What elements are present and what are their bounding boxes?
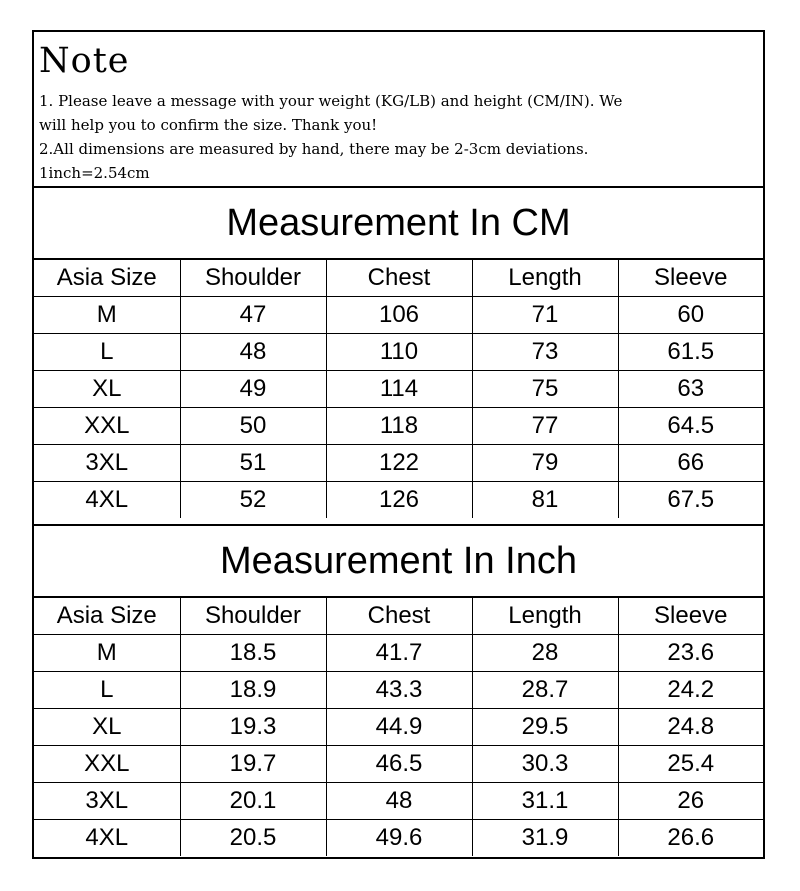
measurement-cell: 28.7	[472, 671, 618, 708]
size-label-cell: XL	[34, 708, 180, 745]
size-label-cell: XXL	[34, 407, 180, 444]
measurement-cell: 50	[180, 407, 326, 444]
column-header: Length	[472, 597, 618, 634]
measurement-cell: 51	[180, 444, 326, 481]
measurement-cell: 44.9	[326, 708, 472, 745]
measurement-cell: 31.1	[472, 782, 618, 819]
size-label-cell: XXL	[34, 745, 180, 782]
measurement-cell: 48	[326, 782, 472, 819]
size-label-cell: L	[34, 671, 180, 708]
measurement-cell: 49.6	[326, 819, 472, 856]
cm-section-title: Measurement In CM	[226, 202, 571, 244]
measurement-cell: 41.7	[326, 634, 472, 671]
table-row	[34, 745, 763, 782]
measurement-cell: 29.5	[472, 708, 618, 745]
table-row	[34, 481, 763, 518]
measurement-cell: 28	[472, 634, 618, 671]
note-title: Note	[39, 41, 130, 81]
measurement-cell: 30.3	[472, 745, 618, 782]
column-header: Asia Size	[34, 597, 180, 634]
column-header: Sleeve	[618, 597, 763, 634]
size-chart-frame	[32, 30, 765, 859]
measurement-cell: 26	[618, 782, 763, 819]
column-header: Shoulder	[180, 597, 326, 634]
size-label-cell: 4XL	[34, 481, 180, 518]
measurement-cell: 49	[180, 370, 326, 407]
note-line-2: will help you to confirm the size. Thank you!	[39, 116, 378, 134]
size-label-cell: XL	[34, 370, 180, 407]
size-label-cell: M	[34, 296, 180, 333]
inch-section-title: Measurement In Inch	[220, 540, 577, 582]
note-line-4: 1inch=2.54cm	[39, 164, 150, 182]
measurement-cell: 66	[618, 444, 763, 481]
column-header: Sleeve	[618, 259, 763, 296]
measurement-cell: 110	[326, 333, 472, 370]
measurement-cell: 67.5	[618, 481, 763, 518]
measurement-cell: 26.6	[618, 819, 763, 856]
measurement-cell: 114	[326, 370, 472, 407]
measurement-cell: 71	[472, 296, 618, 333]
measurement-cell: 118	[326, 407, 472, 444]
measurement-cell: 18.5	[180, 634, 326, 671]
measurement-cell: 24.2	[618, 671, 763, 708]
header-row	[34, 597, 763, 634]
table-row	[34, 782, 763, 819]
measurement-cell: 31.9	[472, 819, 618, 856]
measurement-cell: 23.6	[618, 634, 763, 671]
size-label-cell: 3XL	[34, 444, 180, 481]
measurement-cell: 19.7	[180, 745, 326, 782]
header-row	[34, 259, 763, 296]
measurement-cell: 25.4	[618, 745, 763, 782]
measurement-cell: 63	[618, 370, 763, 407]
column-header: Shoulder	[180, 259, 326, 296]
measurement-cell: 47	[180, 296, 326, 333]
measurement-cell: 20.5	[180, 819, 326, 856]
size-label-cell: 3XL	[34, 782, 180, 819]
column-header: Asia Size	[34, 259, 180, 296]
measurement-cell: 18.9	[180, 671, 326, 708]
size-label-cell: L	[34, 333, 180, 370]
table-row	[34, 671, 763, 708]
table-row	[34, 296, 763, 333]
column-header: Length	[472, 259, 618, 296]
section-divider	[34, 524, 763, 526]
table-row	[34, 370, 763, 407]
measurement-cell: 24.8	[618, 708, 763, 745]
table-row	[34, 634, 763, 671]
size-label-cell: M	[34, 634, 180, 671]
table-row	[34, 444, 763, 481]
size-label-cell: 4XL	[34, 819, 180, 856]
measurement-cell: 81	[472, 481, 618, 518]
measurement-cell: 46.5	[326, 745, 472, 782]
measurement-cell: 64.5	[618, 407, 763, 444]
note-box	[34, 32, 763, 188]
measurement-cell: 126	[326, 481, 472, 518]
column-header: Chest	[326, 597, 472, 634]
note-line-1: 1. Please leave a message with your weight (KG/LB) and height (CM/IN). We	[39, 92, 623, 110]
table-row	[34, 407, 763, 444]
measurement-cell: 73	[472, 333, 618, 370]
measurement-cell: 19.3	[180, 708, 326, 745]
measurement-cell: 75	[472, 370, 618, 407]
measurement-cell: 43.3	[326, 671, 472, 708]
measurement-cell: 79	[472, 444, 618, 481]
table-row	[34, 819, 763, 856]
measurement-cell: 61.5	[618, 333, 763, 370]
measurement-cell: 106	[326, 296, 472, 333]
table-row	[34, 708, 763, 745]
table-row	[34, 333, 763, 370]
measurement-cell: 20.1	[180, 782, 326, 819]
note-line-3: 2.All dimensions are measured by hand, there may be 2-3cm deviations.	[39, 140, 589, 158]
cm-size-table	[34, 258, 763, 518]
inch-size-table	[34, 596, 763, 856]
measurement-cell: 48	[180, 333, 326, 370]
measurement-cell: 77	[472, 407, 618, 444]
measurement-cell: 60	[618, 296, 763, 333]
column-header: Chest	[326, 259, 472, 296]
measurement-cell: 52	[180, 481, 326, 518]
measurement-cell: 122	[326, 444, 472, 481]
